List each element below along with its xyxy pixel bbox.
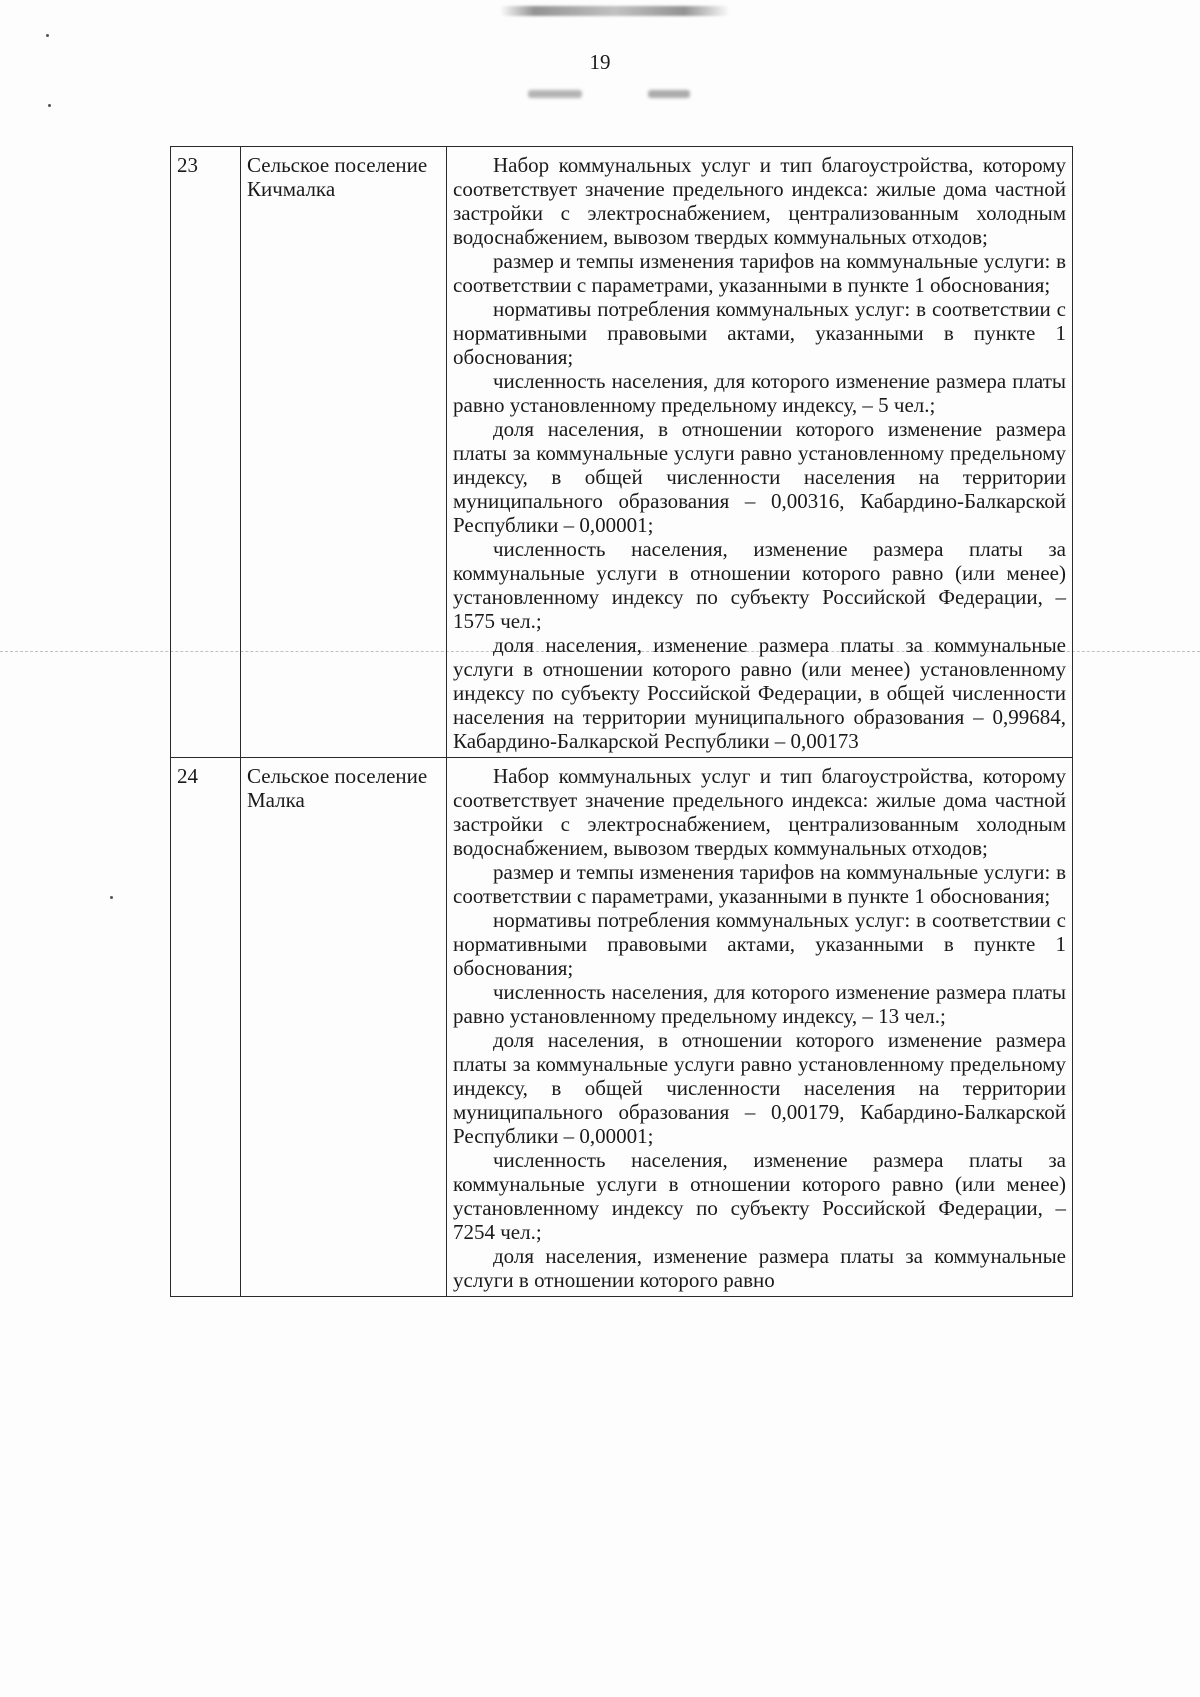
row-number: 24	[171, 758, 241, 1297]
settlement-name: Сельское поселение Кичмалка	[241, 147, 447, 758]
scan-artifact	[110, 896, 113, 899]
description-paragraph: доля населения, изменение размера платы за коммунальные услуги в отношении которого равно (или менее) установленному индексу по субъекту Российской Федерации, в общей численности населения на территории муниципального образования – 0,99684, Кабардино-Балкарской Республики – 0,00173	[453, 633, 1066, 753]
scan-artifact	[46, 34, 49, 37]
description-paragraph: размер и темпы изменения тарифов на коммунальные услуги: в соответствии с параметрами, указанными в пункте 1 обоснования;	[453, 249, 1066, 297]
description-paragraph: численность населения, для которого изменение размера платы равно установленному предельному индексу, – 13 чел.;	[453, 980, 1066, 1028]
row-description	[447, 147, 1073, 758]
data-table	[170, 146, 1073, 1297]
description-paragraph: нормативы потребления коммунальных услуг: в соответствии с нормативными правовыми актами, указанными в пункте 1 обоснования;	[453, 297, 1066, 369]
description-paragraph: численность населения, изменение размера платы за коммунальные услуги в отношении которого равно (или менее) установленному индексу по субъекту Российской Федерации, – 7254 чел.;	[453, 1148, 1066, 1244]
description-paragraph: нормативы потребления коммунальных услуг: в соответствии с нормативными правовыми актами, указанными в пункте 1 обоснования;	[453, 908, 1066, 980]
description-paragraph: численность населения, для которого изменение размера платы равно установленному предельному индексу, – 5 чел.;	[453, 369, 1066, 417]
description-paragraph: доля населения, изменение размера платы за коммунальные услуги в отношении которого равно	[453, 1244, 1066, 1292]
description-paragraph: Набор коммунальных услуг и тип благоустройства, которому соответствует значение предельного индекса: жилые дома частной застройки с электроснабжением, централизованным холодным водоснабжением, вывозом твердых коммунальных отходов;	[453, 153, 1066, 249]
table-row	[171, 758, 1073, 1297]
description-paragraph: размер и темпы изменения тарифов на коммунальные услуги: в соответствии с параметрами, указанными в пункте 1 обоснования;	[453, 860, 1066, 908]
scan-artifact	[500, 6, 730, 16]
page-number: 19	[589, 50, 611, 74]
description-paragraph: доля населения, в отношении которого изменение размера платы за коммунальные услуги равно установленному предельному индексу, в общей численности населения на территории муниципального образования – 0,00316, Кабардино-Балкарской Республики – 0,00001;	[453, 417, 1066, 537]
settlement-name: Сельское поселение Малка	[241, 758, 447, 1297]
scan-artifact	[528, 90, 582, 98]
table-row	[171, 147, 1073, 758]
description-paragraph: Набор коммунальных услуг и тип благоустройства, которому соответствует значение предельного индекса: жилые дома частной застройки с электроснабжением, централизованным холодным водоснабжением, вывозом твердых коммунальных отходов;	[453, 764, 1066, 860]
description-paragraph: численность населения, изменение размера платы за коммунальные услуги в отношении которого равно (или менее) установленному индексу по субъекту Российской Федерации, – 1575 чел.;	[453, 537, 1066, 633]
description-paragraph: доля населения, в отношении которого изменение размера платы за коммунальные услуги равно установленному предельному индексу, в общей численности населения на территории муниципального образования – 0,00179, Кабардино-Балкарской Республики – 0,00001;	[453, 1028, 1066, 1148]
scan-artifact	[648, 90, 690, 98]
row-description	[447, 758, 1073, 1297]
row-number: 23	[171, 147, 241, 758]
scan-artifact	[48, 104, 51, 107]
